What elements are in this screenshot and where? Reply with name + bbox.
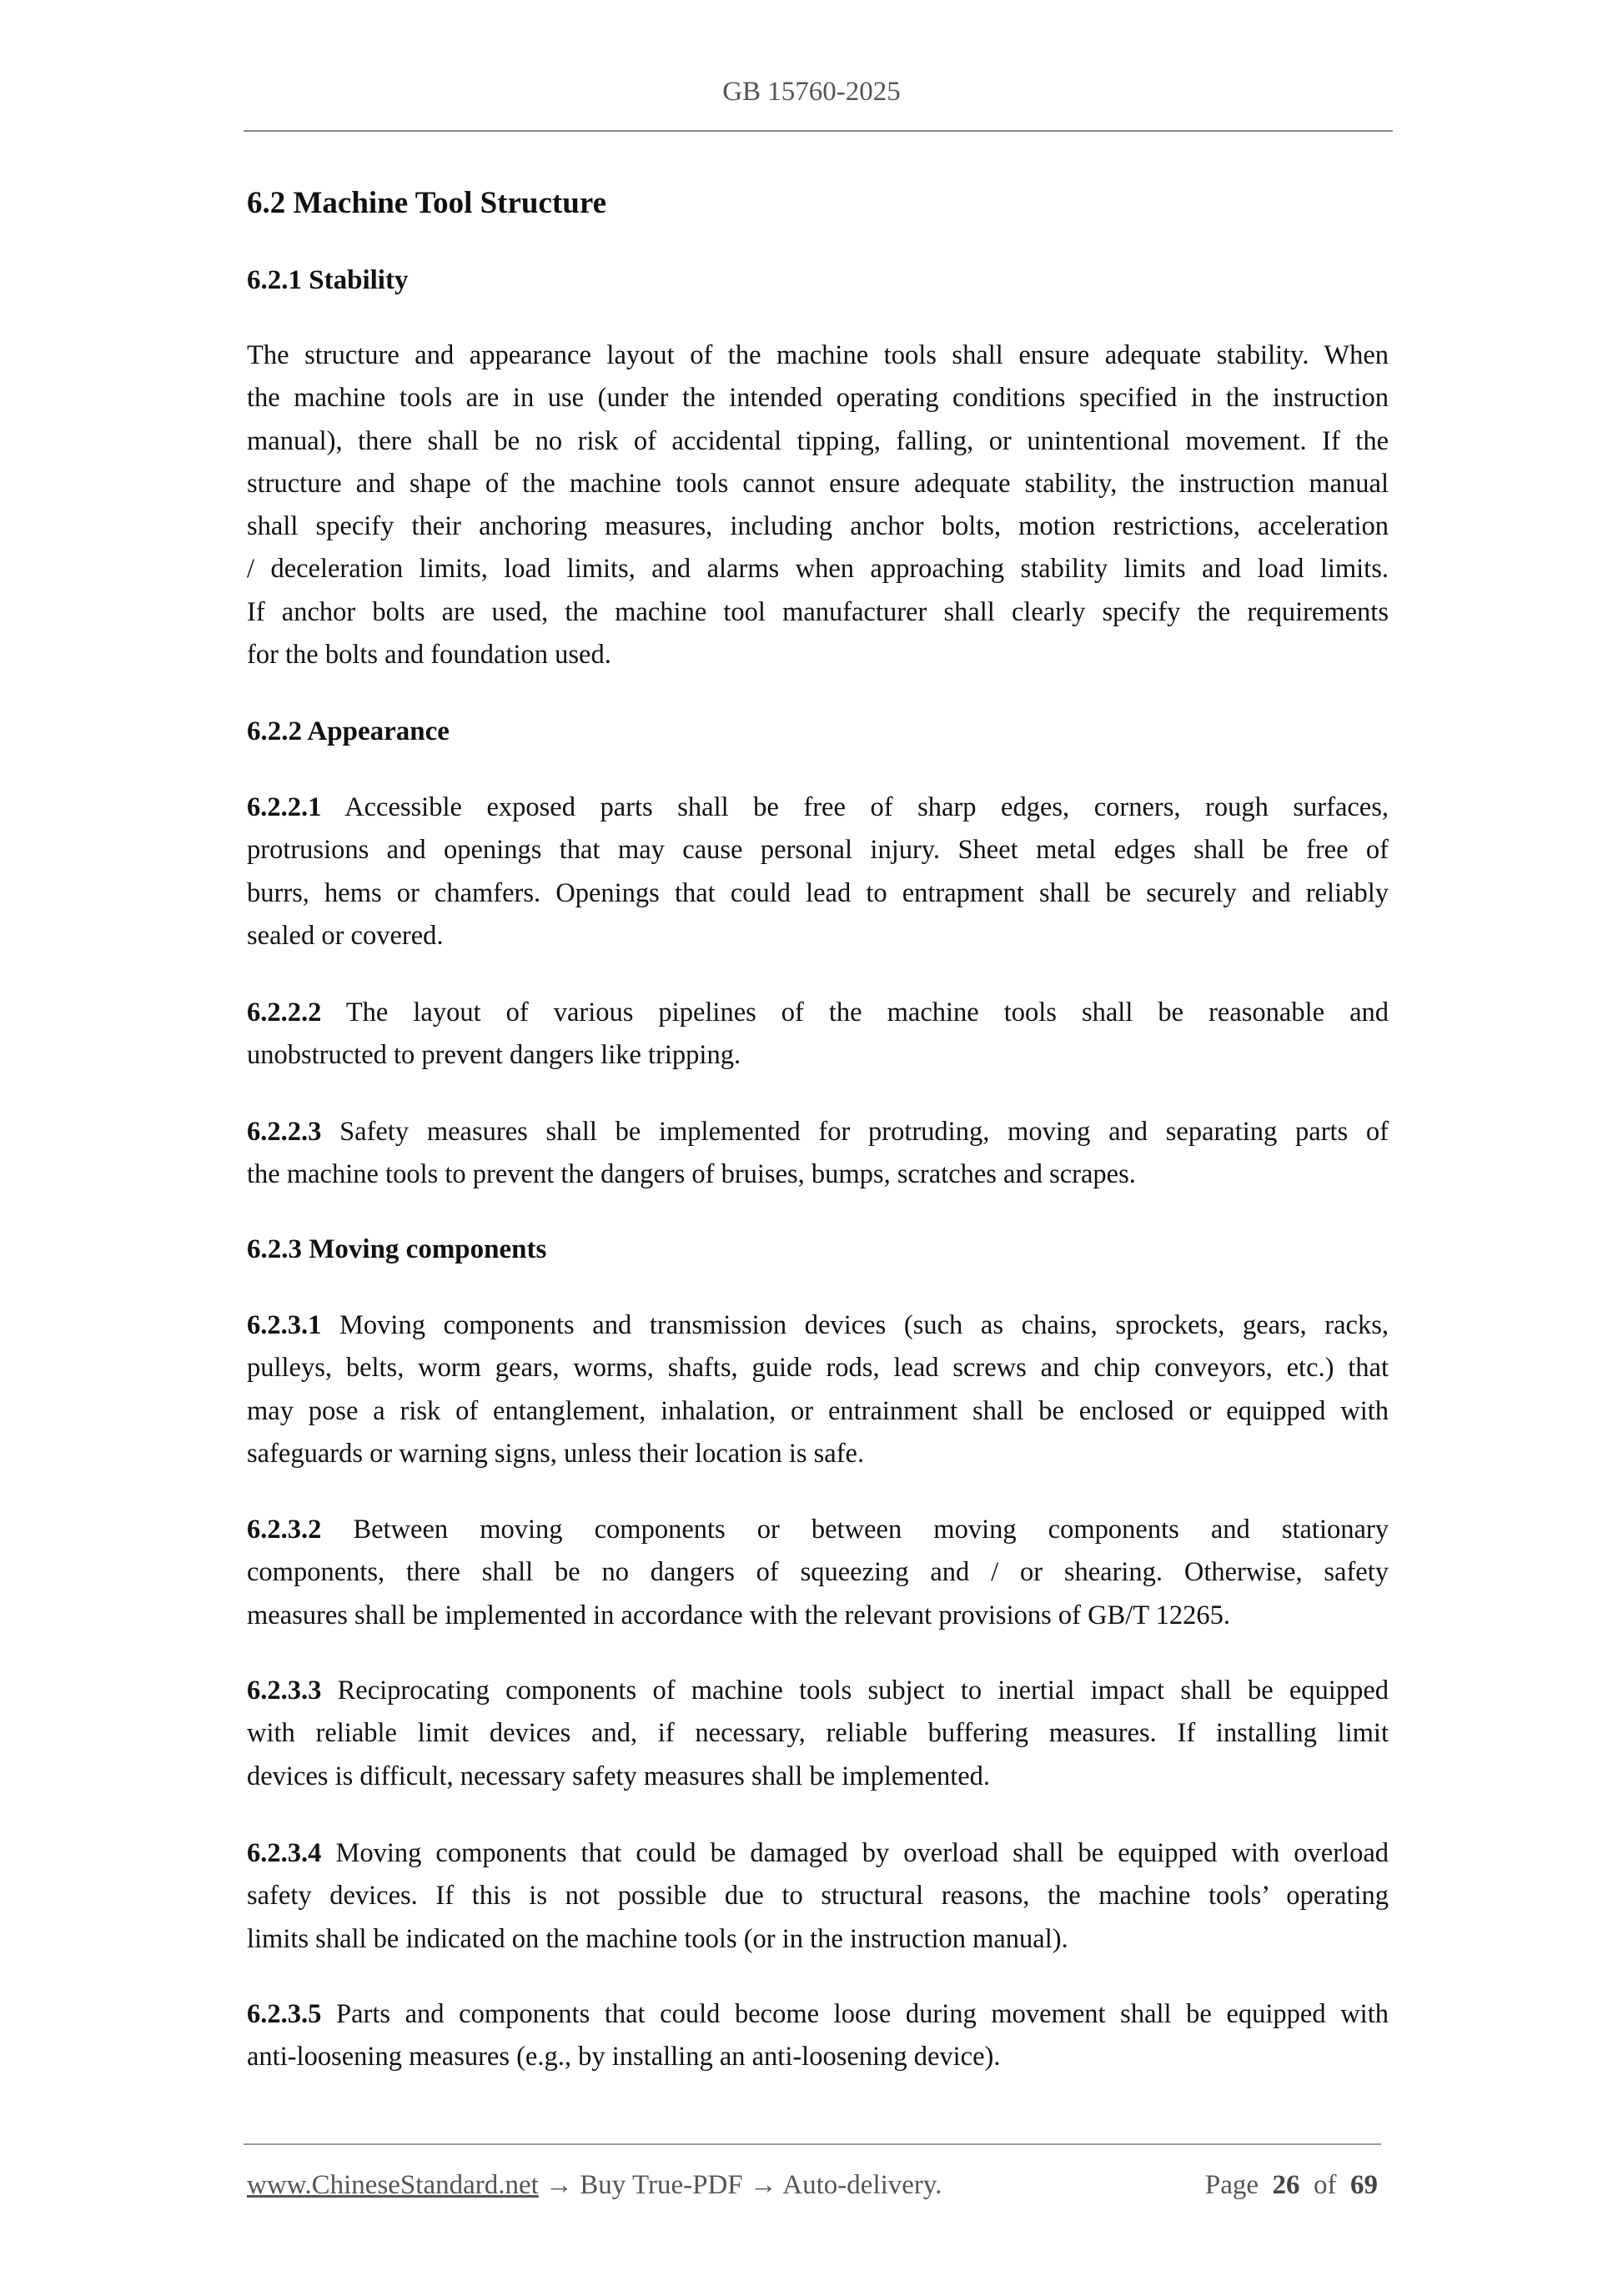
clause-number: 6.2.3.5 bbox=[247, 1999, 322, 2029]
line-text: Reciprocating components of machine tools subject to inertial impact shall be equipped bbox=[321, 1676, 1389, 1706]
paragraph bbox=[247, 1111, 1389, 1197]
line-text: If anchor bolts are used, the machine tool manufacturer shall clearly specify the requirements bbox=[247, 596, 1389, 627]
line-text: with reliable limit devices and, if necessary, reliable buffering measures. If installing limit bbox=[247, 1718, 1389, 1749]
running-header: GB 15760-2025 bbox=[722, 77, 901, 107]
text-line bbox=[247, 505, 1389, 548]
line-text: shall specify their anchoring measures, including anchor bolts, motion restrictions, acceleration bbox=[247, 511, 1389, 542]
text-line bbox=[247, 548, 1389, 590]
total-pages: 69 bbox=[1350, 2170, 1378, 2200]
clause-number: 6.2.2.2 bbox=[247, 997, 322, 1027]
paragraph bbox=[247, 1832, 1389, 1961]
line-text: The structure and appearance layout of the machine tools shall ensure adequate stability. When bbox=[247, 340, 1389, 370]
text-line bbox=[247, 463, 1389, 505]
line-text: pulleys, belts, worm gears, worms, shafts, guide rods, lead screws and chip conveyors, etc.) that bbox=[247, 1353, 1389, 1384]
text-line bbox=[247, 872, 1389, 915]
line-text: / deceleration limits, load limits, and alarms when approaching stability limits and load limits. bbox=[247, 554, 1389, 585]
text-line bbox=[247, 1111, 1389, 1153]
text-line bbox=[247, 1918, 1389, 1961]
text-line bbox=[247, 1390, 1389, 1433]
text-line bbox=[247, 2036, 1389, 2078]
text-line bbox=[247, 420, 1389, 463]
text-line bbox=[247, 1304, 1389, 1347]
paragraph bbox=[247, 992, 1389, 1078]
heading-6-2-3: 6.2.3 Moving components bbox=[247, 1234, 547, 1264]
text-line bbox=[247, 334, 1389, 377]
text-line bbox=[247, 1670, 1389, 1712]
clause-number: 6.2.2.3 bbox=[247, 1117, 322, 1147]
line-text: may pose a risk of entanglement, inhalation, or entrainment shall be enclosed or equipped with bbox=[247, 1395, 1389, 1426]
line-text: sealed or covered. bbox=[247, 920, 444, 951]
line-text: Accessible exposed parts shall be free of sharp edges, corners, rough surfaces, bbox=[321, 792, 1389, 822]
text-line bbox=[247, 1875, 1389, 1917]
footer-divider bbox=[244, 2143, 1381, 2145]
of-label: of bbox=[1314, 2170, 1337, 2200]
text-line bbox=[247, 1712, 1389, 1755]
section-heading-6-2: 6.2 Machine Tool Structure bbox=[247, 186, 606, 220]
text-line bbox=[247, 634, 1389, 676]
page-label: Page bbox=[1204, 2170, 1259, 2200]
text-line bbox=[247, 1756, 1389, 1798]
line-text: devices is difficult, necessary safety measures shall be implemented. bbox=[247, 1761, 991, 1791]
heading-6-2-2: 6.2.2 Appearance bbox=[247, 716, 450, 746]
text-line bbox=[247, 1347, 1389, 1389]
line-text: unobstructed to prevent dangers like tripping. bbox=[247, 1040, 741, 1071]
paragraph bbox=[247, 1670, 1389, 1798]
website-link[interactable]: www.ChineseStandard.net bbox=[247, 2170, 539, 2200]
line-text: safeguards or warning signs, unless their location is safe. bbox=[247, 1438, 865, 1469]
text-line bbox=[247, 829, 1389, 872]
line-text: protrusions and openings that may cause personal injury. Sheet metal edges shall be free of bbox=[247, 835, 1389, 866]
line-text: Safety measures shall be implemented for protruding, moving and separating parts of bbox=[321, 1117, 1389, 1147]
line-text: The layout of various pipelines of the machine tools shall be reasonable and bbox=[321, 997, 1389, 1027]
page-number bbox=[1205, 2167, 1378, 2203]
paragraph bbox=[247, 334, 1389, 676]
line-text: safety devices. If this is not possible due to structural reasons, the machine tools’ operating bbox=[247, 1881, 1389, 1912]
line-text: measures shall be implemented in accordance with the relevant provisions of GB/T 12265. bbox=[247, 1600, 1231, 1630]
current-page: 26 bbox=[1272, 2170, 1300, 2200]
clause-number: 6.2.3.2 bbox=[247, 1515, 322, 1545]
line-text: Parts and components that could become loose during movement shall be equipped with bbox=[321, 1999, 1389, 2029]
text-line bbox=[247, 1993, 1389, 2036]
text-line bbox=[247, 786, 1389, 829]
line-text: the machine tools are in use (under the intended operating conditions specified in the instruction bbox=[247, 383, 1389, 414]
line-text: the machine tools to prevent the dangers of bruises, bumps, scratches and scrapes. bbox=[247, 1159, 1136, 1190]
clause-number: 6.2.3.4 bbox=[247, 1838, 322, 1868]
line-text: for the bolts and foundation used. bbox=[247, 640, 611, 671]
text-line bbox=[247, 992, 1389, 1034]
clause-number: 6.2.3.3 bbox=[247, 1676, 322, 1706]
clause-number: 6.2.3.1 bbox=[247, 1310, 322, 1340]
line-text: components, there shall be no dangers of squeezing and / or shearing. Otherwise, safety bbox=[247, 1557, 1389, 1588]
text-line bbox=[247, 591, 1389, 634]
text-line bbox=[247, 1551, 1389, 1594]
text-line bbox=[247, 915, 1389, 957]
text-line bbox=[247, 1595, 1389, 1637]
paragraph bbox=[247, 1509, 1389, 1637]
text-line bbox=[247, 1433, 1389, 1475]
text-line bbox=[247, 1509, 1389, 1551]
text-line bbox=[247, 1832, 1389, 1875]
footer-text: → Buy True-PDF → Auto-delivery. bbox=[538, 2170, 942, 2200]
text-line bbox=[247, 377, 1389, 420]
line-text: anti-loosening measures (e.g., by installing an anti-loosening device). bbox=[247, 2042, 1001, 2072]
paragraph bbox=[247, 1304, 1389, 1475]
line-text: manual), there shall be no risk of accidental tipping, falling, or unintentional movement. If the bbox=[247, 425, 1389, 456]
line-text: Between moving components or between moving components and stationary bbox=[321, 1515, 1389, 1545]
paragraph bbox=[247, 786, 1389, 957]
line-text: limits shall be indicated on the machine tools (or in the instruction manual). bbox=[247, 1923, 1068, 1954]
footer bbox=[247, 2167, 1378, 2203]
text-line bbox=[247, 1034, 1389, 1077]
header-divider bbox=[244, 130, 1393, 132]
line-text: Moving components that could be damaged by overload shall be equipped with overload bbox=[321, 1838, 1389, 1868]
heading-6-2-1: 6.2.1 Stability bbox=[247, 265, 409, 295]
line-text: burrs, hems or chamfers. Openings that could lead to entrapment shall be securely and reliably bbox=[247, 877, 1389, 908]
line-text: Moving components and transmission devices (such as chains, sprockets, gears, racks, bbox=[321, 1310, 1389, 1340]
paragraph bbox=[247, 1993, 1389, 2079]
line-text: structure and shape of the machine tools cannot ensure adequate stability, the instruction manual bbox=[247, 468, 1389, 499]
text-line bbox=[247, 1153, 1389, 1196]
clause-number: 6.2.2.1 bbox=[247, 792, 322, 822]
